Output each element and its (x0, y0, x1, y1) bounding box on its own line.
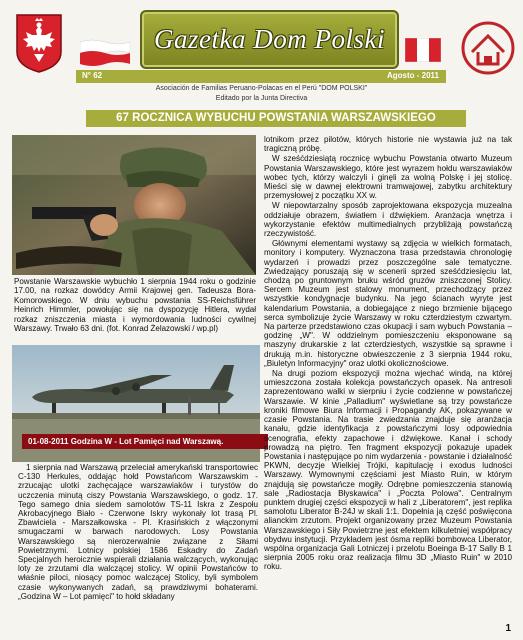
article-column-left (18, 463, 258, 602)
photo-caption: Powstanie Warszawskie wybuchło 1 sierpnia 1944 roku o godzinie 17.00, na rozkaz dowódcy Armii Krajowej gen. Tadeusza Bora-Komorowskiego. W dniu wybuchu powstania SS-Reichsführer Heinrich Himmler, powołując się na dyspozycję Hitlera, wydał rozkaz zniszczenia miasta i wymordowania ludności cywilnej Warszawy. Trwało 63 dni. (fot. Konrad Żelazowski / wp.pl) (14, 277, 256, 334)
header (0, 0, 523, 112)
publication-title: Gazetka Dom Polski (154, 24, 385, 54)
article-column-right (264, 135, 512, 573)
article-headline: 67 ROCZNICA WYBUCHU POWSTANIA WARSZAWSKIEGO (86, 110, 466, 127)
peruvian-flag-icon (405, 38, 441, 62)
paragraph: W sześćdziesiątą rocznicę wybuchu Powstania otwarto Muzeum Powstania Warszawskiego, które jest wyrazem hołdu warszawiaków wobec tych, którzy walczyli i ginęli za wolną Polskę i jej stolicę. Mieści się w dawnej elektrowni tramwajowej, zabytku architektury przemysłowej z początku XX w. (264, 154, 512, 201)
photo-label-banner: 01-08-2011 Godzina W - Lot Pamięci nad Warszawą. (22, 434, 268, 449)
issue-date: Agosto - 2011 (386, 71, 439, 80)
soldier-photo (12, 135, 256, 275)
polish-flag-icon (80, 38, 130, 68)
polish-eagle-emblem-icon (14, 12, 64, 74)
editor-line: Editado por la Junta Directiva (215, 95, 308, 102)
issue-number: N° 62 (82, 71, 103, 80)
dom-polski-logo-icon (460, 18, 516, 78)
paragraph: 1 sierpnia nad Warszawą przeleciał amerykański transportowiec C-130 Herkules, oddając hołd Powstańcom Warszawskim - zrzucając ulotki zachęcające warszawiaków i turystów do uczczenia minutą ciszy Powstania Warszawskiego, o godz. 17. Tego samego dnia siedem samolotów TS-11 Iskra z Zespołu Akrobacyjnego Biało - Czerwone Iskry wykonały lot trasą Pl. Zbawiciela - Marszałkowska - Pl. Krasińskich z włączonymi smugaczami w barwach narodowych. Losy Powstania Warszawskiego są nierozerwalnie związane z Siłami Powietrznymi. Lotnicy polskiej 1586 Eskadry do Zadań Specjalnych heroicznie wspierali działania walczących, wykonując loty ze zrzutami dla walczącej stolicy. W opinii Powstańców to właśnie piloci, niosący pomoc walczącej Stolicy, byli symbolem czasie wykonywanych zadań, są prawdziwymi bohaterami. „Godzina W – Lot pamięci" to hołd składany (18, 463, 258, 601)
page-number: 1 (505, 623, 511, 634)
organization-line: Asociación de Familias Peruano-Polacas en el Perú "DOM POLSKI" (155, 85, 368, 92)
paragraph: Głównymi elementami wystawy są zdjęcia w wielkich formatach, monitory i komputery. Wyznaczona trasa przedstawia chronologię wydarzeń i prowadzi przez poszczególne sale tematyczne. Zwiedzający poruszają się w scenerii sprzed sześćdziesięciu lat, chodzą po gruntownym bruku wśród gruzów zniszczonej Stolicy. Sercem Muzeum jest stalowy monument, przechodzący przez wszystkie kondygnacje budynku. Na jego ścianach wyryte jest kalendarium Powstania, a dobiegające z niego brzmienie bijącego serca symbolizuje życie Warszawy w roku czterdziestym czwartym. Na parterze przedstawiono czas okupacji i sam wybuch Powstania – godzinę „W". W oddzielnym pomieszczeniu eksponowane są maszyny drukarskie z lat czterdziestych, wszystkie są sprawne i drukują m.in. historyczne obwieszczenie z 3 sierpnia 1944 roku, „Biuletyn Informacyjny" oraz ulotki okolicznościowe. (264, 239, 512, 368)
paragraph: lotnikom przez pilotów, których historie nie wystawia już na tak tragiczną próbę. (264, 135, 512, 154)
paragraph: W niepowtarzalny sposób zaprojektowana ekspozycja muzealna oddziałuje obrazem, światłem i dźwiękiem. Aranżacja wnętrza i wykorzystanie efektów multimedialnych przybliżają powstańczą rzeczywistość. (264, 201, 512, 239)
title-banner (140, 10, 399, 69)
paragraph: Na drugi poziom ekspozycji można wjechać windą, na której umieszczona została kolekcja powstańczych opasek. Na antresoli zaprezentowano walki w sierpniu i życie codzienne w powstańczej Warszawie. W kinie „Palladium" wyświetlane są trzy powstańcze kroniki filmowe Biura Informacji i Propagandy AK, pokazywane w czasie Powstania. Na trasie zwiedzania znajduje się aranżacja kanału, gdzie identyfikacja z powstańczymi losy odpowiednia scenografia, efekty zapachowe i dźwiękowe. Kanał i schody prowadzą na piętro. Ten fragment ekspozycji pokazuje upadek Powstania i następujące po nim wydarzenia - powstanie i działalność PKWN, decyzje Wielkiej Trójki, kapitulację i exodus ludności Warszawy. Wymownymi częściami jest Miasto Ruin, w którym znajdują się powstańcze mogiły. Odrębne pomieszczenia stanowią sale „Radiostacja Błyskawica" i „Poczta Polowa". Centralnym punktem drugiej części ekspozycji w hali z „Liberatorem", jest replika samolotu Liberator B-24J w skali 1:1. Dopełnia ją część poświęcona alianckim zrzutom. Projekt organizowany przez Muzeum Powstania Warszawskiego i Siły Powietrzne jest efektem kilkuletniej współpracy obydwu instytucji. Przykładem jest ósma repliki bombowca Liberator, wspólna organizacja Gali Lotniczej i przelotu Boeinga B-17 Sally B 1 sierpnia 2005 roku oraz realizacja filmu 3D „Miasto Ruin" w 2010 roku. (264, 369, 512, 572)
